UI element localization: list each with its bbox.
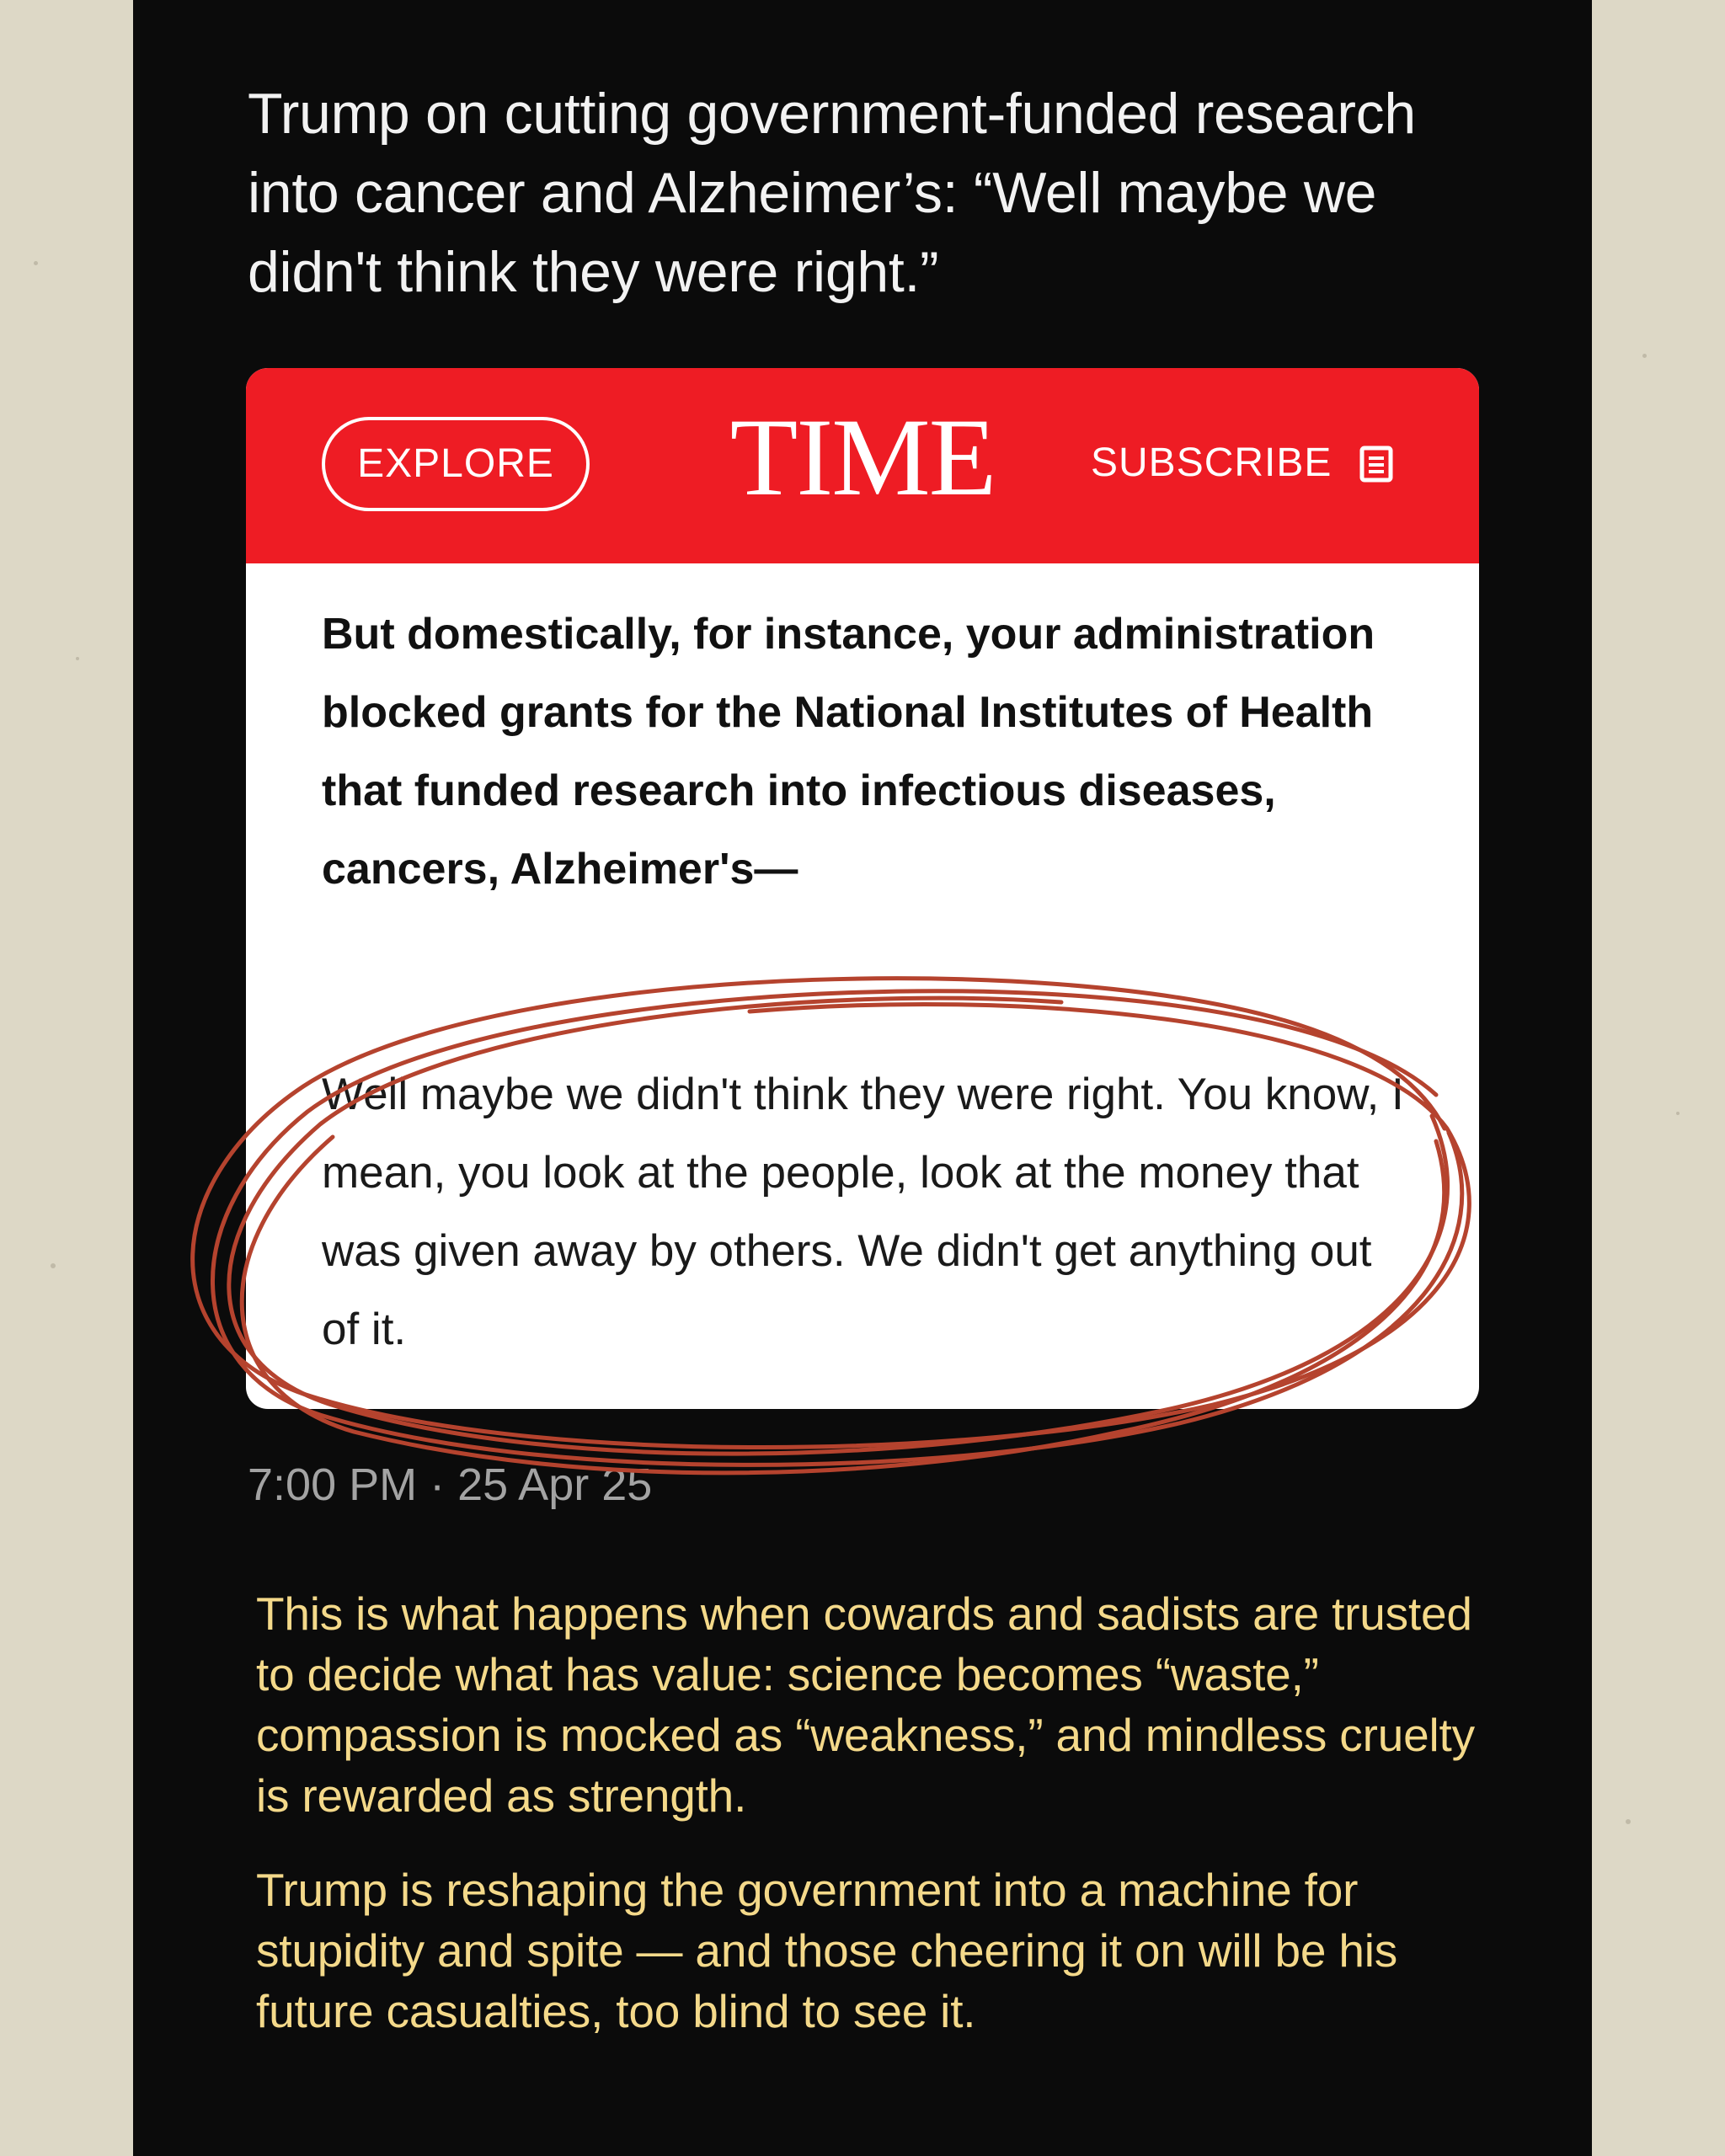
newspaper-icon[interactable] xyxy=(1359,446,1393,483)
subscribe-link[interactable]: SUBSCRIBE xyxy=(1091,440,1332,485)
paper-texture xyxy=(76,657,79,660)
time-header-bar xyxy=(246,368,1479,563)
paper-texture xyxy=(1642,354,1647,358)
time-article-screenshot xyxy=(246,368,1479,1409)
commentary-paragraph-1: This is what happens when cowards and sadists are trusted to decide what has value: science becomes “waste,” compassion is mocked as “weakness,” and mindless cruelty is rewarded as strength. xyxy=(256,1588,1475,1822)
commentary-paragraph-2: Trump is reshaping the government into a machine for stupidity and spite — and those cheering it on will be his future casualties, too blind to see it. xyxy=(256,1864,1398,2037)
tweet-text: Trump on cutting government-funded research into cancer and Alzheimer’s: “Well maybe we didn't think they were right.” xyxy=(248,82,1416,304)
explore-button[interactable]: EXPLORE xyxy=(322,417,590,511)
paper-texture xyxy=(34,261,38,265)
paper-texture xyxy=(1626,1819,1631,1824)
paper-texture xyxy=(51,1263,56,1268)
interview-question: But domestically, for instance, your administration blocked grants for the National Institutes of Health that funded research into infectious diseases, cancers, Alzheimer's— xyxy=(322,610,1375,894)
paper-texture xyxy=(1676,1112,1680,1115)
interview-answer: Well maybe we didn't think they were right. You know, I mean, you look at the people, look at the money that was given away by others. We didn't get anything out of it. xyxy=(322,1070,1404,1354)
tweet-timestamp: 7:00 PM · 25 Apr 25 xyxy=(248,1460,653,1510)
time-logo[interactable]: TIME xyxy=(729,395,996,519)
